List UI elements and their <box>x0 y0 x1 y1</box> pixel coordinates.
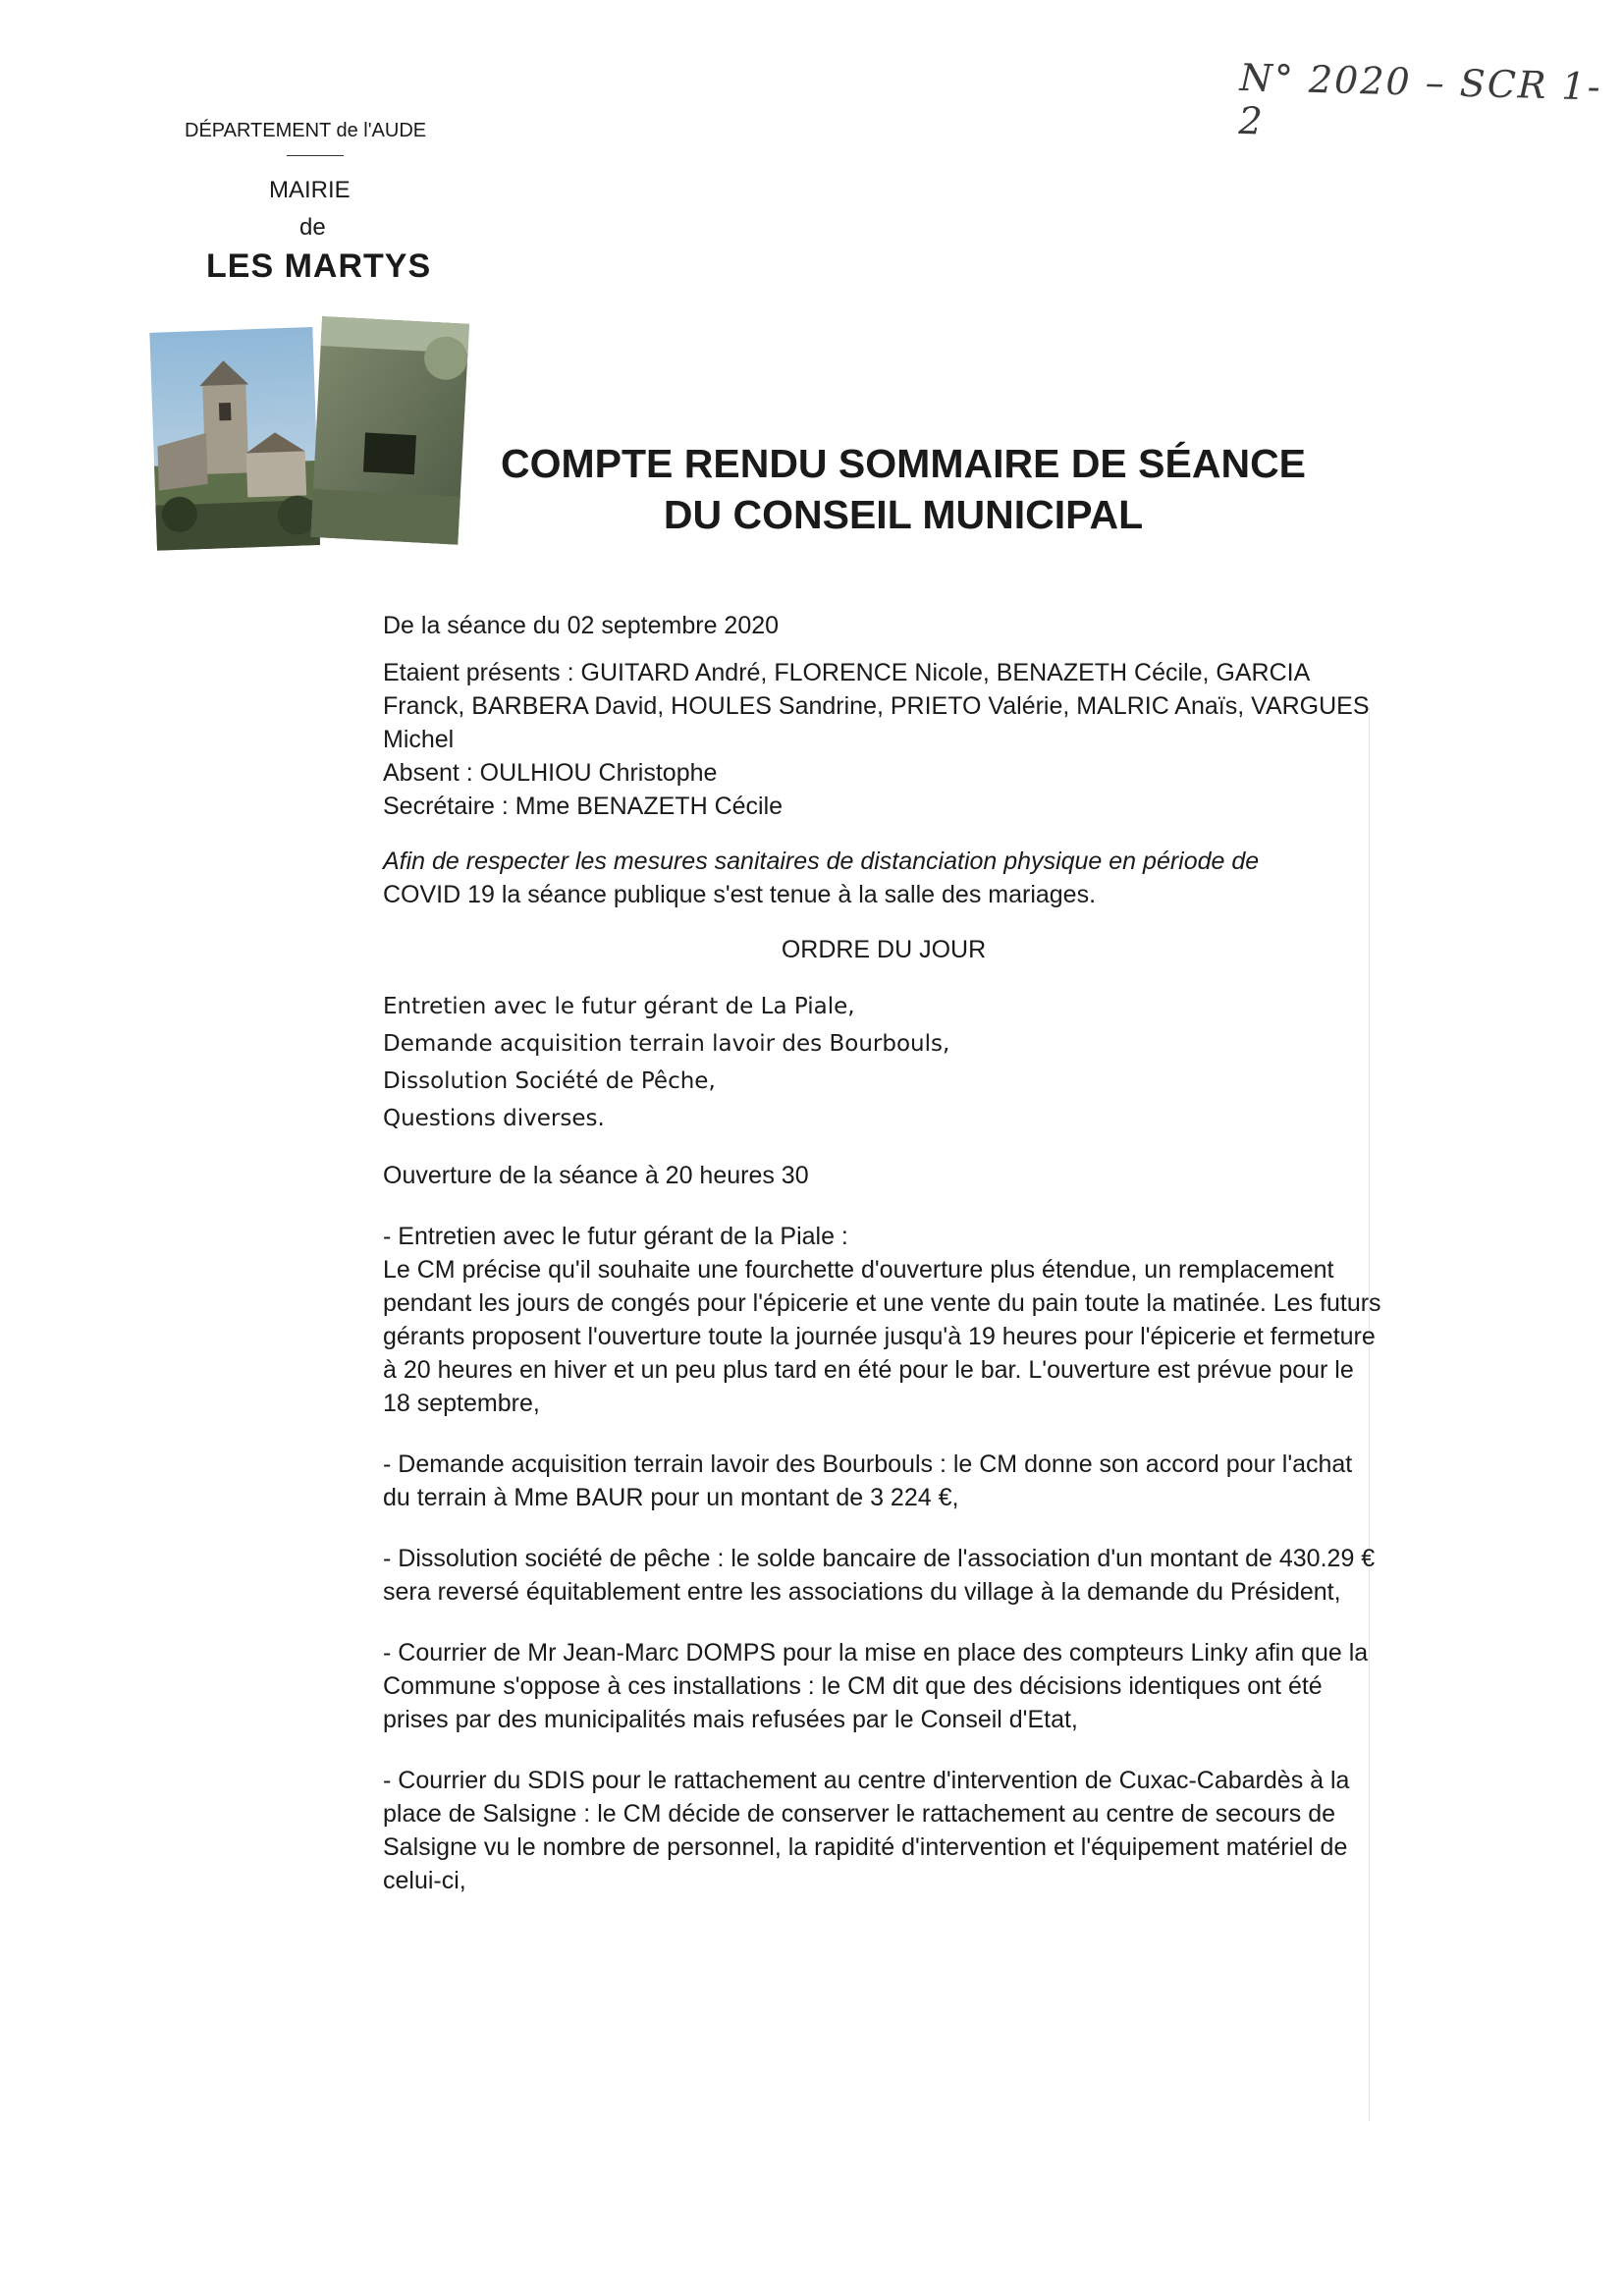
attendees-present: Etaient présents : GUITARD André, FLORENCE Nicole, BENAZETH Cécile, GARCIA Franck, BARBERA David, HOULES Sandrine, PRIETO Valérie, MALRIC Anaïs, VARGUES Michel <box>383 659 1370 753</box>
document-title <box>461 438 1345 540</box>
item-text: - Demande acquisition terrain lavoir des Bourbouls : le CM donne son accord pour l'achat du terrain à Mme BAUR pour un montant de 3 224 €, <box>383 1450 1353 1511</box>
covid-note: COVID 19 la séance publique s'est tenue à la salle des mariages. <box>383 881 1097 908</box>
ruin-photo <box>310 316 469 545</box>
agenda-item: Questions diverses. <box>383 1106 605 1131</box>
item-text: - Courrier de Mr Jean-Marc DOMPS pour la mise en place des compteurs Linky afin que la Commune s'oppose à ces installations : le CM dit que des décisions identiques ont été prises par des municipalités mais refusées par le Conseil d'Etat, <box>383 1639 1369 1733</box>
agenda-list <box>383 988 1384 1137</box>
session-date: De la séance du 02 septembre 2020 <box>383 612 780 639</box>
agenda-item: Entretien avec le futur gérant de La Piale, <box>383 994 855 1019</box>
mairie-label: MAIRIE <box>269 177 351 203</box>
header-divider <box>287 155 344 156</box>
item-heading: - Entretien avec le futur gérant de la Piale : <box>383 1223 848 1250</box>
agenda-item: Dissolution Société de Pêche, <box>383 1068 716 1094</box>
commune-name: LES MARTYS <box>206 247 432 285</box>
item-text: - Courrier du SDIS pour le rattachement au centre d'intervention de Cuxac-Cabardès à la place de Salsigne : le CM décide de conserver le rattachement au centre de secours de Salsigne vu le nombre de personnel, la rapidité d'intervention et l'équipement matériel de celui-ci, <box>383 1767 1350 1894</box>
church-photo <box>149 327 320 551</box>
handwritten-reference: N° 2020 – SCR 1-2 <box>1237 55 1603 143</box>
village-photos <box>147 316 476 557</box>
agenda-item: Demande acquisition terrain lavoir des Bourbouls, <box>383 1031 950 1057</box>
item-text: - Dissolution société de pêche : le solde bancaire de l'association d'un montant de 430.29 € sera reversé équitablement entre les associations du village à la demande du Président, <box>383 1545 1376 1606</box>
agenda-heading: ORDRE DU JOUR <box>781 936 987 963</box>
title-line-1: COMPTE RENDU SOMMAIRE DE SÉANCE <box>500 441 1307 486</box>
title-line-2: DU CONSEIL MUNICIPAL <box>663 492 1144 537</box>
attendees-absent: Absent : OULHIOU Christophe <box>383 759 718 787</box>
minutes-body <box>383 609 1384 1897</box>
item-text: Le CM précise qu'il souhaite une fourchette d'ouverture plus étendue, un remplacement pendant les jours de congés pour l'épicerie et une vente du pain toute la matinée. Les futurs gérants proposent l'ouverture toute la journée jusqu'à 19 heures pour l'épicerie et fermeture à 20 heures en hiver et un peu plus tard en été pour le bar. L'ouverture est prévue pour le 18 septembre, <box>383 1256 1381 1417</box>
department-label: DÉPARTEMENT de l'AUDE <box>185 120 427 141</box>
covid-note-italic: Afin de respecter les mesures sanitaires de distanciation physique en période de <box>383 847 1260 875</box>
opening-time: Ouverture de la séance à 20 heures 30 <box>383 1162 809 1189</box>
de-label: de <box>299 214 326 241</box>
secretary: Secrétaire : Mme BENAZETH Cécile <box>383 793 784 820</box>
